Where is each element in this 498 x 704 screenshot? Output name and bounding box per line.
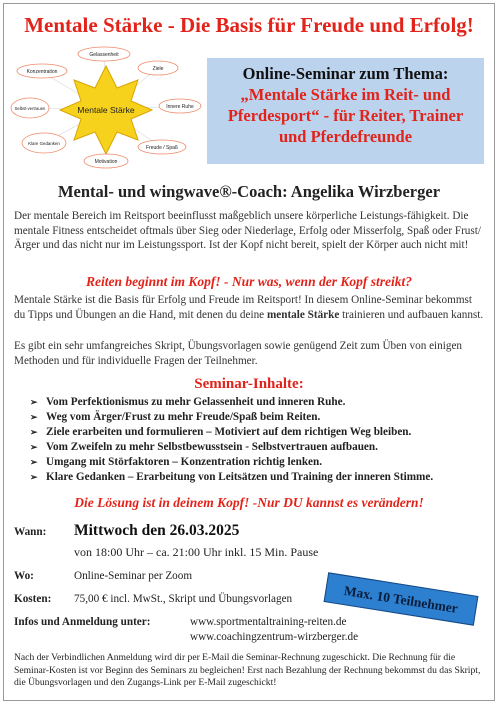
kosten-value: 75,00 € incl. MwSt., Skript und Übungsvorlagen — [74, 593, 293, 605]
page-title: Mentale Stärke - Die Basis für Freude und Erfolg! — [24, 13, 474, 37]
seminar-time: von 18:00 Uhr – ca. 21:00 Uhr inkl. 15 Min. Pause — [74, 545, 319, 559]
list-item-text: Vom Zweifeln zu mehr Selbstbewusstsein - Selbstvertrauen aufbauen. — [46, 441, 378, 453]
node-label-motivation: Motivation — [94, 159, 118, 165]
slogan-loesung: Die Lösung ist in deinem Kopf! -Nur DU kannst es verändern! — [74, 495, 424, 510]
arrow-bullet-icon: ➢ — [30, 442, 38, 452]
node-label-freude: Freude / Spaß — [146, 145, 178, 151]
list-item-text: Ziele erarbeiten und formulieren – Motiviert auf dem richtigen Weg bleiben. — [46, 426, 412, 438]
list-item — [30, 470, 490, 485]
list-item — [30, 395, 490, 410]
node-label-klare-gedanken: Klare Gedanken — [28, 141, 60, 146]
list-item-text: Vom Perfektionismus zu mehr Gelassenheit und inneren Ruhe. — [46, 396, 346, 408]
list-item — [30, 425, 490, 440]
arrow-bullet-icon: ➢ — [30, 472, 38, 482]
website-link-1[interactable]: www.sportmentaltraining-reiten.de — [190, 616, 347, 628]
intro-paragraph: Der mentale Bereich im Reitsport beeinflusst maßgeblich unsere körperliche Leistungs-fähigkeit. Die mentale Fitness entscheidet oftmals über Sieg oder Niederlage, Erfolg oder Misserfolg, Spaß oder Frust/Ärger und das nicht nur im Leistungssport. Ist der Kopf nicht bereit, spielt der Körper auch nicht mit! — [14, 210, 481, 252]
flyer-page — [3, 3, 495, 701]
seminar-date: Mittwoch den 26.03.2025 — [74, 522, 240, 539]
wann-label: Wann: — [14, 526, 47, 538]
list-item — [30, 440, 490, 455]
body1-text: Mentale Stärke ist die Basis für Erfolg und Freude im Reitsport! In diesem Online-Seminar bekommst du Tipps und Übungen an die Hand, mit denen du deine — [14, 294, 472, 321]
list-item-text: Umgang mit Störfaktoren – Konzentration richtig lenken. — [46, 456, 323, 468]
seminar-contents-list — [30, 395, 490, 485]
list-item-text: Weg vom Ärger/Frust zu mehr Freude/Spaß beim Reiten. — [46, 411, 321, 423]
seminar-contents-heading: Seminar-Inhalte: — [194, 376, 304, 392]
body1-text-end: trainieren und aufbauen kannst. — [339, 308, 484, 321]
node-label-selbstvertrauen: Selbst-vertrauen — [14, 106, 46, 111]
max-participants-badge: Max. 10 Teilnehmer — [324, 572, 479, 625]
coach-heading: Mental- und wingwave®-Coach: Angelika Wirzberger — [57, 182, 441, 201]
arrow-bullet-icon: ➢ — [30, 427, 38, 437]
list-item — [30, 410, 490, 425]
body-paragraph-1 — [14, 293, 484, 322]
node-label-innere-ruhe: Innere Ruhe — [166, 104, 194, 110]
slogan-reiten: Reiten beginnt im Kopf! - Nur was, wenn der Kopf streikt? — [86, 274, 412, 289]
wo-value: Online-Seminar per Zoom — [74, 570, 193, 582]
list-item-text: Klare Gedanken – Erarbeitung von Leitsätzen und Training der inneren Stimme. — [46, 471, 434, 483]
infos-label: Infos und Anmeldung unter: — [14, 616, 151, 628]
arrow-bullet-icon: ➢ — [30, 397, 38, 407]
wo-label: Wo: — [14, 570, 34, 582]
seminar-heading: Online-Seminar zum Thema: — [242, 64, 449, 83]
kosten-label: Kosten: — [14, 593, 52, 605]
seminar-topic-box — [207, 58, 484, 164]
body1-emphasis: mentale Stärke — [266, 308, 340, 321]
diagram-center-label: Mentale Stärke — [77, 105, 135, 115]
mental-strength-diagram — [10, 44, 202, 174]
website-link-2[interactable]: www.coachingzentrum-wirzberger.de — [190, 631, 359, 643]
arrow-bullet-icon: ➢ — [30, 412, 38, 422]
list-item — [30, 455, 490, 470]
seminar-topic-line-2: Pferdesport“ - für Reiter, Trainer — [227, 106, 464, 125]
payment-note: Nach der Verbindlichen Anmeldung wird dir per E-Mail die Seminar-Rechnung zugeschickt. Die Rechnung für die Seminar-Kosten ist vor Beginn des Seminars zu begleichen! Erst nach Bezahlung der Rechnung bekommst du das Skript, die Übungsvorlagen und den Zugangs-Link per E-Mail zugeschickt! — [14, 652, 481, 689]
seminar-topic-line-1: „Mentale Stärke im Reit- und — [240, 85, 451, 104]
arrow-bullet-icon: ➢ — [30, 457, 38, 467]
body-paragraph-2: Es gibt ein sehr umfangreiches Skript, Übungsvorlagen sowie genügend Zeit zum Üben von einigen Methoden und für individuelle Fragen der Teilnehmer. — [14, 340, 463, 367]
node-label-gelassenheit: Gelassenheit — [89, 52, 119, 58]
node-label-konzentration: Konzentration — [26, 69, 58, 75]
node-label-ziele: Ziele — [152, 66, 164, 72]
seminar-topic-line-3: und Pferdefreunde — [278, 127, 413, 146]
